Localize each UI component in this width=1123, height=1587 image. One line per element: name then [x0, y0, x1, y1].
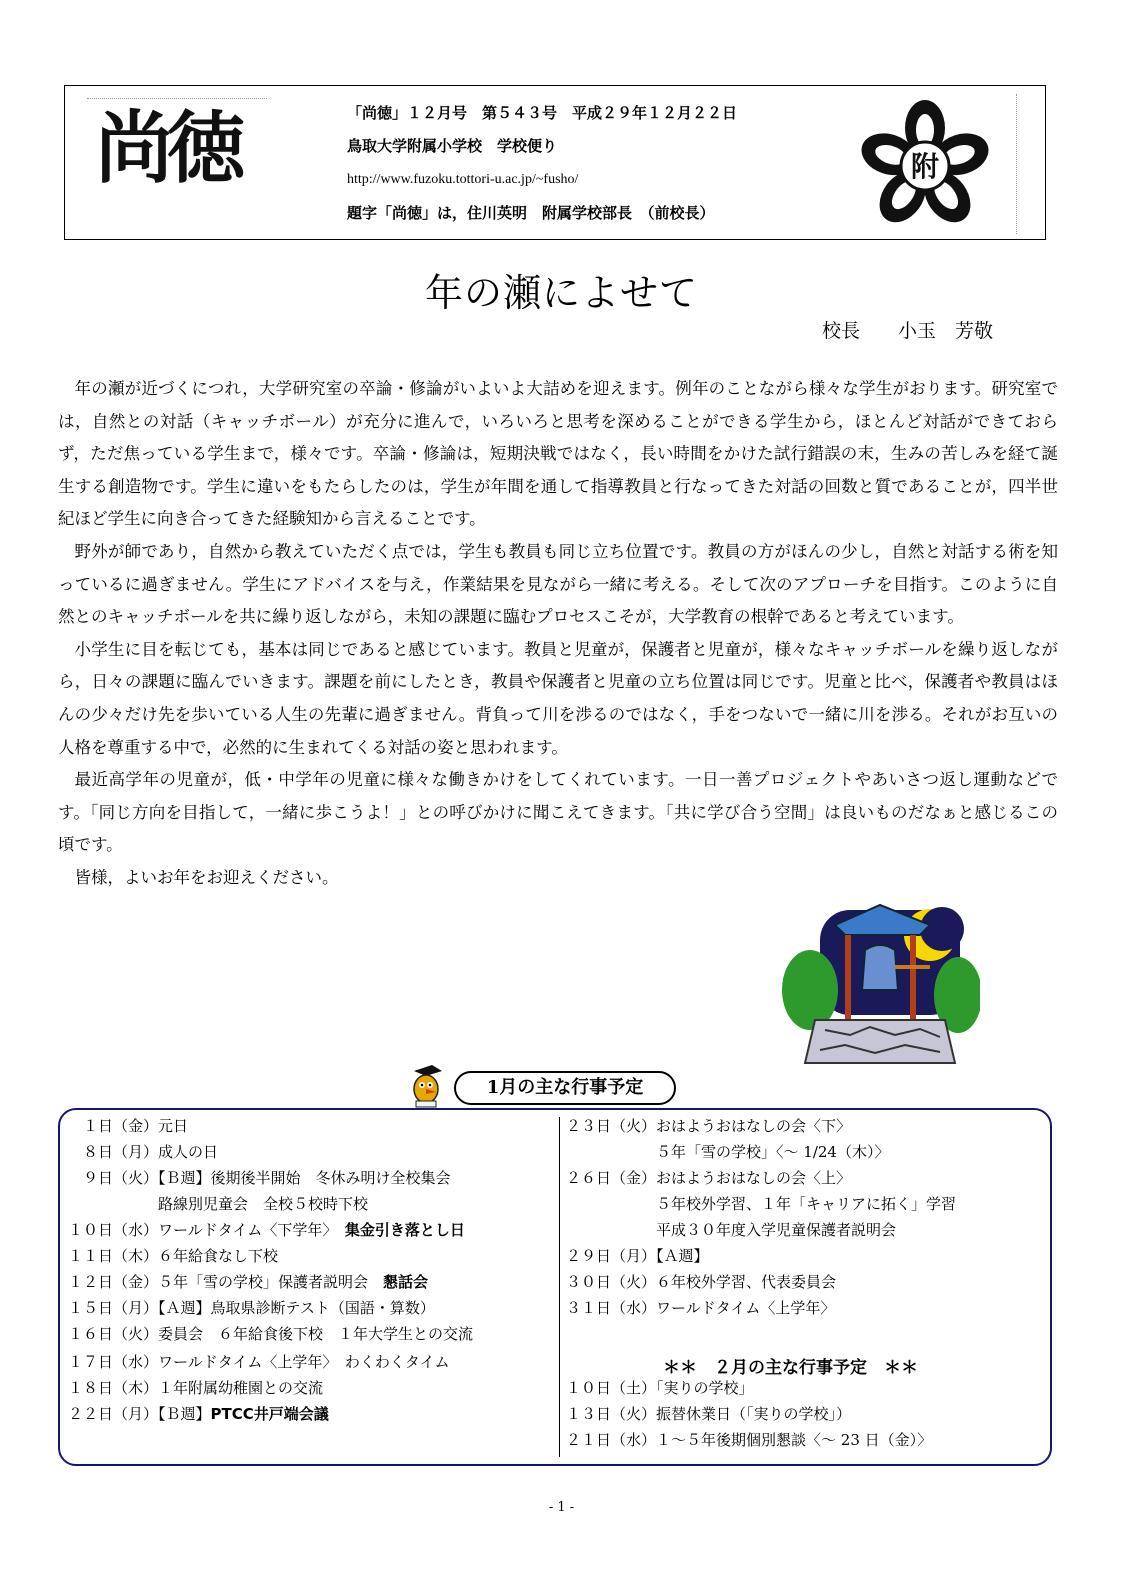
logo-calligraphy-text: 尚徳: [95, 103, 240, 194]
article-author: 校長 小玉 芳敬: [822, 320, 994, 342]
schedule-row: ２３日（火）おはようおはなしの会〈下〉: [566, 1117, 852, 1135]
school-line: 鳥取大学附属小学校 学校便り: [347, 137, 558, 155]
paragraph-3: 小学生に目を転じても，基本は同じであると感じています。教員と児童が，保護者と児童が，様々なキャッチボールを繰り返しながら，日々の課題に臨んでいきます。課題を前にしたとき，教員や保護者と児童の立ち位置は同じです。児童と比べ，保護者や教員はほんの少々だけ先を歩いている人生の先輩に過ぎません。背負って川を渉るのではなく，手をつないで一緒に川を渉る。それがお互いの人格を尊重する中で，必然的に生まれてくる対話の姿と思われます。: [58, 639, 1058, 757]
dotted-rule: [87, 98, 267, 99]
schedule-row: ３０日（火）６年校外学習、代表委員会: [566, 1273, 837, 1291]
article-title: 年の瀬によせて: [424, 271, 698, 315]
january-schedule-title: 1月の主な行事予定: [454, 1071, 676, 1105]
schedule-row: ９日（火）【Ｂ週】後期後半開始 冬休み明け全校集会: [68, 1169, 451, 1187]
schedule-row: １３日（火）振替休業日（「実りの学校」）: [566, 1405, 852, 1423]
schedule-row: １５日（月）【Ａ週】鳥取県診断テスト（国語・算数）: [68, 1299, 435, 1317]
schedule-column-divider: [559, 1117, 560, 1457]
schedule-row: ８日（月）成人の日: [68, 1143, 219, 1161]
cherry-blossom-emblem-icon: [840, 94, 1010, 234]
issue-line: 「尚徳」１２月号 第５４３号 平成２９年１２月２２日: [347, 104, 738, 122]
paragraph-1: 年の瀬が近づくにつれ，大学研究室の卒論・修論がいよいよ大詰めを迎えます。例年のことながら様々な学生がおります。研究室では，自然との対話（キャッチボール）が充分に進んで，いろいろと思考を深めることができる学生から，ほとんど対話ができておらず，ただ焦っている学生まで，様々です。卒論・修論は，短期決戦ではなく，長い時間をかけた試行錯誤の末，生みの苦しみを経て誕生する創造物です。学生に違いをもたらしたのは，学生が年間を通して指導教員と行なってきた対話の回数と質であることが，四半世紀ほど学生に向き合ってきた経験知から言えることです。: [58, 379, 1058, 529]
paragraph-5: 皆様，よいお年をお迎えください。: [74, 867, 339, 887]
schedule-row: ５年「雪の学校」〈～ 1/24（木）〉: [566, 1143, 890, 1161]
schedule-row: ２９日（月）【Ａ週】: [566, 1247, 709, 1265]
schedule-row: １７日（水）ワールドタイム〈上学年〉 わくわくタイム: [68, 1353, 450, 1371]
calligraphy-credit: 題字「尚徳」は，住川英明 附属学校部長 （前校長）: [347, 204, 715, 222]
temple-bell-illustration: [780, 895, 980, 1065]
schedule-row: 路線別児童会 全校５校時下校: [68, 1195, 369, 1213]
schedule-row: １２日（金）５年「雪の学校」保護者説明会 懇話会: [68, 1273, 429, 1291]
schedule-row: ２１日（水）１～５年後期個別懇談〈～ 23 日（金）〉: [566, 1431, 933, 1449]
page-number: - 1 -: [548, 1500, 575, 1515]
schedule-row: １日（金）元日: [68, 1117, 189, 1135]
dotted-rule-vertical: [1016, 94, 1017, 234]
schedule-row: １０日（水）ワールドタイム〈下学年〉 集金引き落とし日: [68, 1221, 465, 1239]
schedule-row: ５年校外学習、１年「キャリアに拓く」学習: [566, 1195, 957, 1213]
schedule-row: １１日（木）６年給食なし下校: [68, 1247, 279, 1265]
article-body: [58, 373, 1058, 895]
school-url-link[interactable]: http://www.fuzoku.tottori-u.ac.jp/~fusho/: [347, 172, 579, 187]
paragraph-4: 最近高学年の児童が，低・中学年の児童に様々な働きかけをしてくれています。一日一善プロジェクトやあいさつ返し運動などです。「同じ方向を目指して，一緒に歩こうよ！」との呼びかけに聞こえてきます。「共に学び合う空間」は良いものだなぁと感じるこの頃です。: [58, 770, 1058, 855]
schedule-row: １６日（火）委員会 ６年給食後下校 １年大学生との交流: [68, 1325, 474, 1343]
february-schedule-title: ＊＊ ２月の主な行事予定 ＊＊: [663, 1358, 918, 1378]
schedule-row: ２２日（月）【Ｂ週】PTCC井戸端会議: [68, 1405, 329, 1423]
schedule-row: ２６日（金）おはようおはなしの会〈上〉: [566, 1169, 852, 1187]
schedule-header: [398, 1063, 688, 1111]
schedule-row: １８日（木）１年附属幼稚園との交流: [68, 1379, 324, 1397]
emblem-character: 附: [910, 150, 940, 183]
paragraph-2: 野外が師であり，自然から教えていただく点では，学生も教員も同じ立ち位置です。教員の方がほんの少し，自然と対話する術を知っているに過ぎません。学生にアドバイスを与え，作業結果を見ながら一緒に考える。そして次のアプローチを目指す。このように自然とのキャッチボールを共に繰り返しながら，未知の課題に臨むプロセスこそが，大学教育の根幹であると考えています。: [58, 541, 1058, 627]
masthead: [64, 85, 1046, 240]
shotoku-calligraphy-logo: [87, 96, 267, 226]
schedule-row: 平成３０年度入学児童保護者説明会: [566, 1221, 897, 1239]
schedule-row: ３１日（水）ワールドタイム〈上学年〉: [566, 1299, 836, 1317]
temple-bell-icon: [780, 895, 980, 1065]
graduate-bird-icon: [402, 1063, 452, 1111]
school-emblem: [840, 94, 1020, 234]
schedule-row: １０日（土）「実りの学校」: [566, 1379, 754, 1397]
